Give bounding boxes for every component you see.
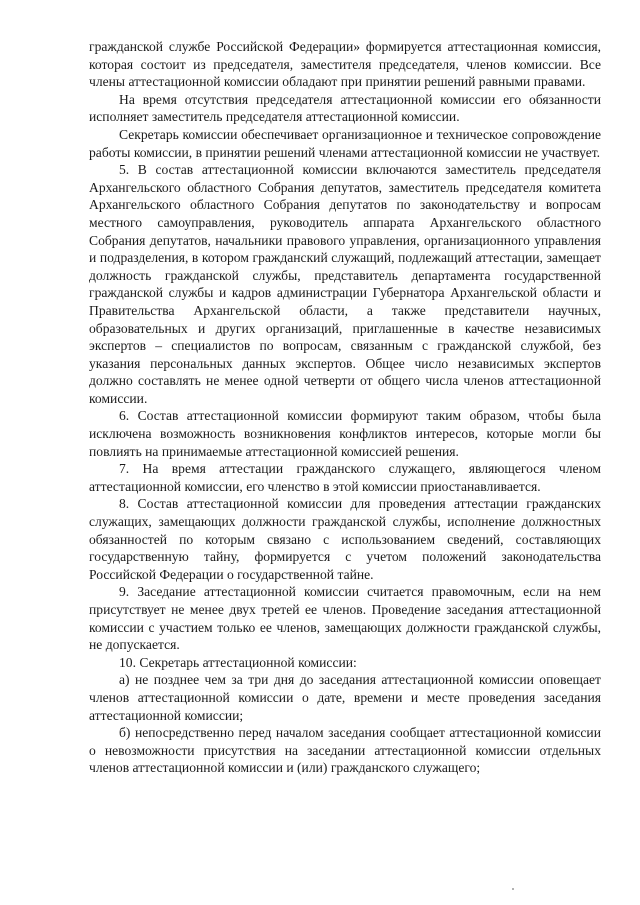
paragraph-6: 7. На время аттестации гражданского служащего, являющегося членом аттестационной комиссии, его членство в этой комиссии приостанавливается. xyxy=(89,461,601,494)
paragraph-8: 9. Заседание аттестационной комиссии считается правомочным, если на нем присутствует не менее двух третей ее членов. Проведение заседания аттестационной комиссии с участием только ее членов, замещающих должности гражданской службы, не допускается. xyxy=(89,584,601,653)
paragraph-4: 5. В состав аттестационной комиссии включаются заместитель председателя Архангельского областного Собрания депутатов, заместитель председателя комитета Архангельского областного Собрания депутатов по законодательству и вопросам местного самоуправления, руководитель аппарата Архангельского областного Собрания депутатов, начальники правового управления, организационного управления и подразделения, в котором гражданский служащий, подлежащий аттестации, замещает должность гражданской службы, представитель департамента государственной гражданской службы и кадров администрации Губернатора Архангельской области и Правительства Архангельской области, а также представители научных, образовательных и других организаций, приглашенные в качестве независимых экспертов – специалистов по вопросам, связанным с гражданской службой, без указания персональных данных экспертов. Общее число независимых экспертов должно составлять не менее одной четверти от общего числа членов аттестационной комиссии. xyxy=(89,162,601,406)
paragraph-2: На время отсутствия председателя аттестационной комиссии его обязанности исполняет заместитель председателя аттестационной комиссии. xyxy=(89,91,601,125)
paragraph-9: 10. Секретарь аттестационной комиссии: xyxy=(119,654,357,670)
paragraph-1: гражданской службе Российской Федерации» формируется аттестационная комиссия, которая состоит из председателя, заместителя председателя, членов комиссии. Все члены аттестационной комиссии обладают при принятии решений равными правами. xyxy=(89,39,601,90)
paragraph-7: 8. Состав аттестационной комиссии для проведения аттестации гражданских служащих, замещающих должности гражданской службы, исполнение должностных обязанностей по которым связано с использованием сведений, составляющих государственную тайну, формируется с учетом положений законодательства Российской Федерации о государственной тайне. xyxy=(89,496,601,582)
scan-speck xyxy=(512,888,514,890)
paragraph-3: Секретарь комиссии обеспечивает организационное и техническое сопровождение работы комиссии, в принятии решений членами аттестационной комиссии не участвует. xyxy=(89,126,601,160)
document-page xyxy=(89,38,601,777)
paragraph-11: б) непосредственно перед началом заседания сообщает аттестационной комиссии о невозможности присутствия на заседании аттестационной комиссии отдельных членов аттестационной комиссии и (или) гражданского служащего; xyxy=(89,725,601,776)
paragraph-10: а) не позднее чем за три дня до заседания аттестационной комиссии оповещает членов аттестационной комиссии о дате, времени и месте проведения заседания аттестационной комиссии; xyxy=(89,672,601,723)
paragraph-5: 6. Состав аттестационной комиссии формируют таким образом, чтобы была исключена возможность возникновения конфликтов интересов, которые могли бы повлиять на принимаемые аттестационной комиссией решения. xyxy=(89,408,601,459)
